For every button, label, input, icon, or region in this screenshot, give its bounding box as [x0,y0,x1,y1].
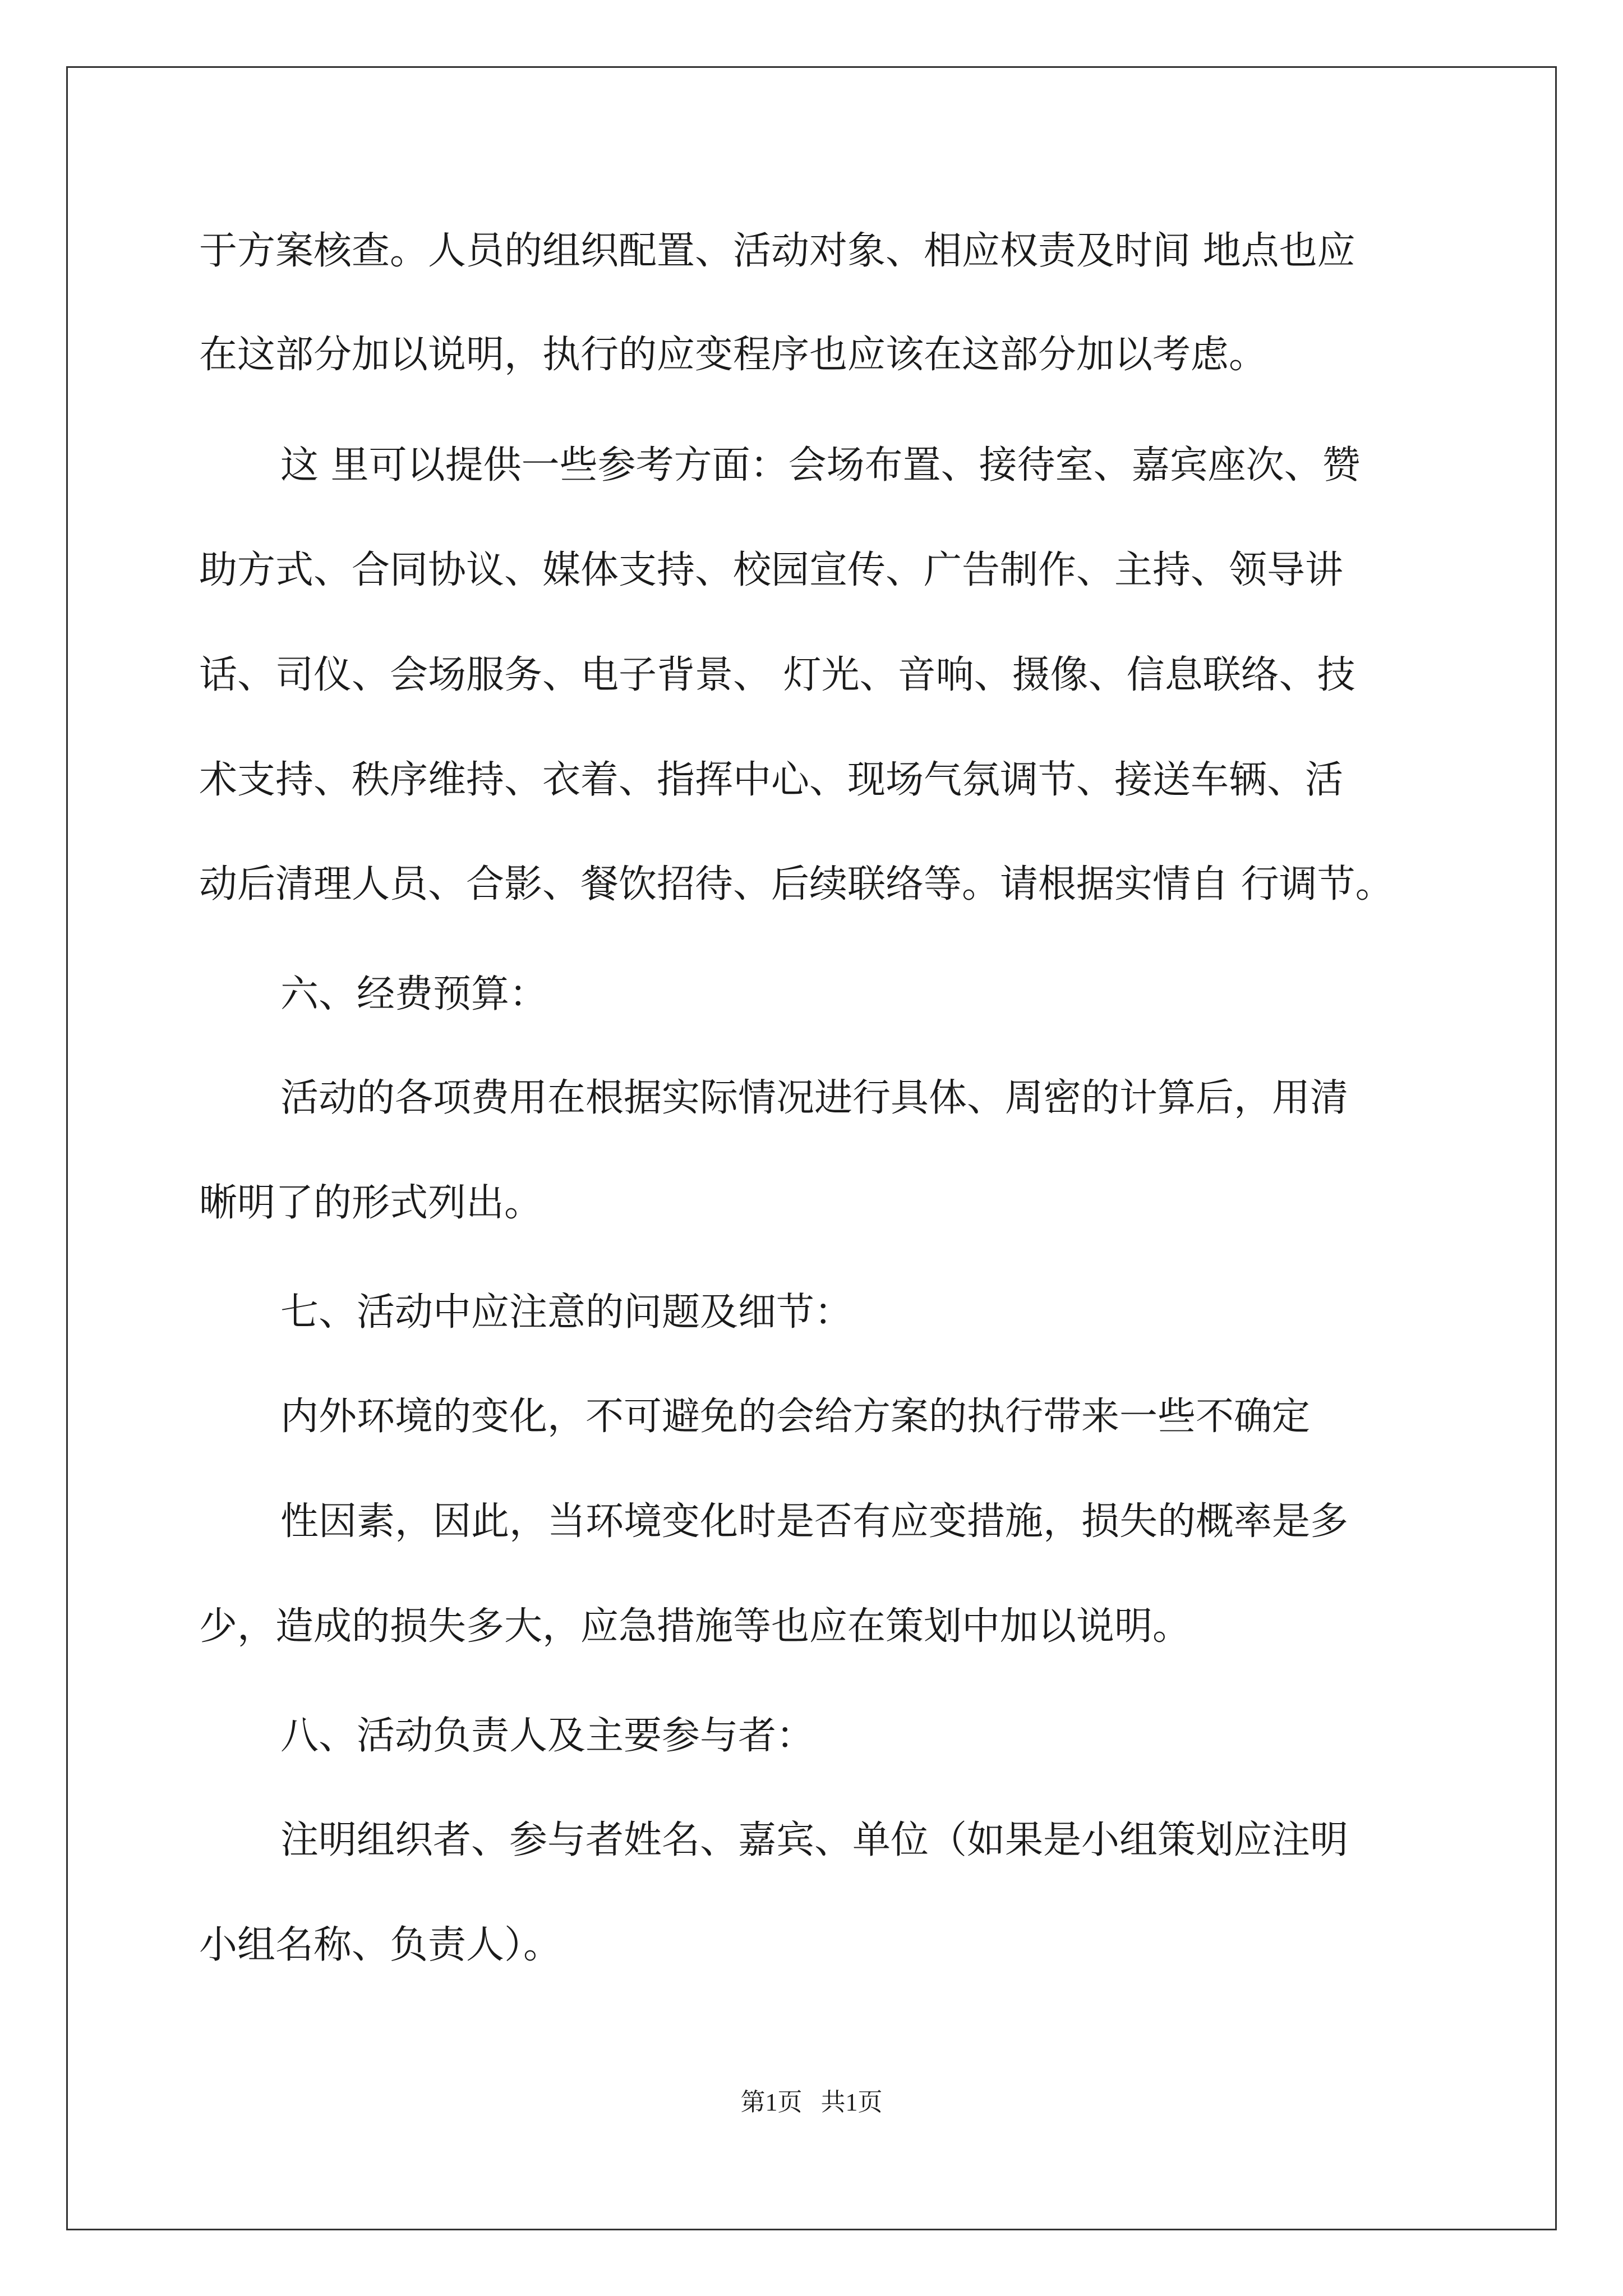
paragraph-line: 术支持、秩序维持、衣着、指挥中心、现场气氛调节、接送车辆、活 [199,758,1344,802]
paragraph-line: 助方式、合同协议、媒体支持、校园宣传、广告制作、主持、领导讲 [199,548,1344,592]
paragraph-line: 这 里可以提供一些参考方面：会场布置、接待室、嘉宾座次、赞 [280,443,1361,487]
paragraph-line: 于方案核查。人员的组织配置、活动对象、相应权责及时间 地点也应 [199,229,1355,273]
paragraph-line: 少，造成的损失多大，应急措施等也应在策划中加以说明。 [199,1604,1191,1649]
paragraph-line: 活动的各项费用在根据实际情况进行具体、周密的计算后，用清 [280,1076,1349,1120]
section-heading: 六、经费预算： [280,972,548,1016]
paragraph-line: 小组名称、负责人）。 [199,1923,562,1967]
page-number-footer: 第1页 共1页 [740,2088,883,2116]
section-heading: 八、活动负责人及主要参与者： [280,1714,815,1758]
paragraph-line: 晰明了的形式列出。 [199,1181,543,1225]
paragraph-line: 在这部分加以说明，执行的应变程序也应该在这部分加以考虑。 [199,333,1267,377]
paragraph-line: 性因素，因此，当环境变化时是否有应变措施，损失的概率是多 [280,1499,1349,1544]
paragraph-line: 内外环境的变化，不可避免的会给方案的执行带来一些不确定 [280,1395,1311,1439]
paragraph-line: 注明组织者、参与者姓名、嘉宾、单位（如果是小组策划应注明 [280,1818,1349,1862]
paragraph-line: 话、司仪、会场服务、电子背景、 灯光、音响、摄像、信息联络、技 [199,653,1355,697]
paragraph-line: 动后清理人员、合影、餐饮招待、后续联络等。请根据实情自 行调节。 [199,862,1394,907]
section-heading: 七、活动中应注意的问题及细节： [280,1290,853,1335]
